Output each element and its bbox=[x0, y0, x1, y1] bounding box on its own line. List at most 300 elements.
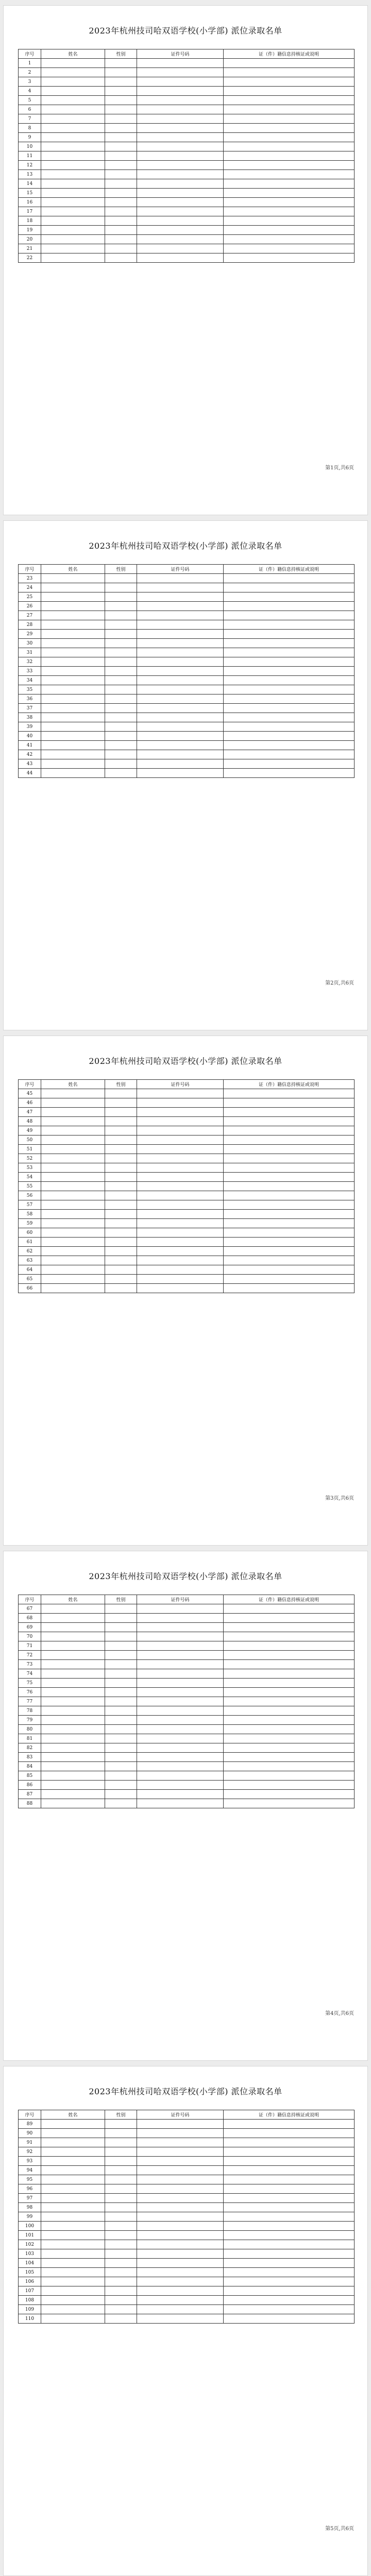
column-header: 序号 bbox=[19, 565, 41, 574]
cell-index: 30 bbox=[19, 639, 41, 648]
cell-id bbox=[137, 2314, 224, 2324]
cell-id bbox=[137, 583, 224, 592]
cell-gender bbox=[105, 1154, 137, 1163]
cell-note bbox=[224, 114, 355, 124]
table-row bbox=[19, 685, 355, 694]
cell-note bbox=[224, 722, 355, 732]
table-header-row bbox=[19, 1080, 355, 1089]
cell-gender bbox=[105, 1762, 137, 1771]
table-row bbox=[19, 1219, 355, 1228]
cell-id bbox=[137, 105, 224, 114]
table-row bbox=[19, 1145, 355, 1154]
cell-id bbox=[137, 77, 224, 87]
cell-gender bbox=[105, 1799, 137, 1808]
table-row bbox=[19, 2231, 355, 2240]
table-row bbox=[19, 1725, 355, 1734]
table-row bbox=[19, 741, 355, 750]
cell-id bbox=[137, 1688, 224, 1697]
table-row bbox=[19, 1228, 355, 1238]
cell-index: 41 bbox=[19, 741, 41, 750]
cell-index: 109 bbox=[19, 2305, 41, 2314]
table-row bbox=[19, 1781, 355, 1790]
cell-id bbox=[137, 1706, 224, 1716]
column-header: 证（件）籍信息持核证或说明 bbox=[224, 2110, 355, 2120]
cell-id bbox=[137, 1275, 224, 1284]
table-row bbox=[19, 1641, 355, 1651]
cell-index: 44 bbox=[19, 769, 41, 778]
cell-index: 24 bbox=[19, 583, 41, 592]
cell-gender bbox=[105, 694, 137, 704]
cell-id bbox=[137, 1200, 224, 1210]
cell-index: 97 bbox=[19, 2194, 41, 2203]
cell-name bbox=[41, 722, 105, 732]
document-page bbox=[3, 2066, 368, 2576]
cell-gender bbox=[105, 1238, 137, 1247]
cell-index: 19 bbox=[19, 226, 41, 235]
page-number: 第3页,共6页 bbox=[325, 1496, 354, 1501]
cell-id bbox=[137, 1669, 224, 1679]
cell-note bbox=[224, 1182, 355, 1191]
cell-id bbox=[137, 2194, 224, 2203]
cell-name bbox=[41, 1182, 105, 1191]
column-header: 姓名 bbox=[41, 565, 105, 574]
cell-note bbox=[224, 2231, 355, 2240]
cell-note bbox=[224, 592, 355, 602]
cell-name bbox=[41, 630, 105, 639]
cell-name bbox=[41, 602, 105, 611]
cell-name bbox=[41, 2268, 105, 2277]
cell-id bbox=[137, 2296, 224, 2305]
cell-id bbox=[137, 1781, 224, 1790]
cell-name bbox=[41, 133, 105, 142]
table-row bbox=[19, 2268, 355, 2277]
cell-id bbox=[137, 2120, 224, 2129]
cell-id bbox=[137, 1604, 224, 1614]
cell-id bbox=[137, 151, 224, 161]
cell-gender bbox=[105, 198, 137, 207]
cell-id bbox=[137, 1679, 224, 1688]
cell-id bbox=[137, 602, 224, 611]
cell-name bbox=[41, 2194, 105, 2203]
table-row bbox=[19, 1247, 355, 1256]
cell-gender bbox=[105, 59, 137, 68]
column-header: 姓名 bbox=[41, 49, 105, 59]
cell-name bbox=[41, 142, 105, 151]
cell-index: 9 bbox=[19, 133, 41, 142]
table-row bbox=[19, 1790, 355, 1799]
cell-gender bbox=[105, 142, 137, 151]
cell-gender bbox=[105, 1163, 137, 1173]
cell-note bbox=[224, 667, 355, 676]
table-row bbox=[19, 2314, 355, 2324]
cell-name bbox=[41, 1734, 105, 1743]
cell-gender bbox=[105, 1200, 137, 1210]
cell-note bbox=[224, 198, 355, 207]
cell-name bbox=[41, 114, 105, 124]
cell-index: 56 bbox=[19, 1191, 41, 1200]
cell-id bbox=[137, 648, 224, 657]
cell-gender bbox=[105, 1725, 137, 1734]
page-number: 第2页,共6页 bbox=[325, 980, 354, 986]
admission-table bbox=[18, 1079, 355, 1293]
cell-note bbox=[224, 1173, 355, 1182]
cell-note bbox=[224, 1623, 355, 1632]
cell-note bbox=[224, 2184, 355, 2194]
table-row bbox=[19, 59, 355, 68]
table-row bbox=[19, 602, 355, 611]
column-header: 证件号码 bbox=[137, 565, 224, 574]
column-header: 证（件）籍信息持核证或说明 bbox=[224, 1595, 355, 1604]
cell-index: 69 bbox=[19, 1623, 41, 1632]
document-page bbox=[3, 1551, 368, 2061]
cell-name bbox=[41, 1660, 105, 1669]
cell-gender bbox=[105, 1632, 137, 1641]
cell-index: 58 bbox=[19, 1210, 41, 1219]
cell-note bbox=[224, 1688, 355, 1697]
cell-id bbox=[137, 1182, 224, 1191]
table-row bbox=[19, 1284, 355, 1293]
cell-note bbox=[224, 1679, 355, 1688]
admission-table bbox=[18, 2110, 355, 2324]
table-row bbox=[19, 1762, 355, 1771]
column-header: 证件号码 bbox=[137, 1080, 224, 1089]
cell-note bbox=[224, 179, 355, 189]
cell-gender bbox=[105, 114, 137, 124]
cell-name bbox=[41, 1275, 105, 1284]
cell-name bbox=[41, 574, 105, 583]
table-row bbox=[19, 657, 355, 667]
cell-id bbox=[137, 1623, 224, 1632]
cell-gender bbox=[105, 170, 137, 179]
cell-name bbox=[41, 583, 105, 592]
table-row bbox=[19, 133, 355, 142]
cell-gender bbox=[105, 2296, 137, 2305]
cell-id bbox=[137, 722, 224, 732]
cell-index: 23 bbox=[19, 574, 41, 583]
cell-gender bbox=[105, 1641, 137, 1651]
cell-index: 42 bbox=[19, 750, 41, 759]
table-row bbox=[19, 1098, 355, 1108]
cell-note bbox=[224, 732, 355, 741]
table-row bbox=[19, 1771, 355, 1781]
cell-note bbox=[224, 1200, 355, 1210]
column-header: 姓名 bbox=[41, 1080, 105, 1089]
cell-note bbox=[224, 769, 355, 778]
cell-index: 34 bbox=[19, 676, 41, 685]
cell-index: 47 bbox=[19, 1108, 41, 1117]
table-row bbox=[19, 639, 355, 648]
table-row bbox=[19, 1753, 355, 1762]
table-row bbox=[19, 630, 355, 639]
table-row bbox=[19, 1265, 355, 1275]
cell-name bbox=[41, 151, 105, 161]
cell-gender bbox=[105, 1743, 137, 1753]
cell-note bbox=[224, 1762, 355, 1771]
cell-note bbox=[224, 1284, 355, 1293]
cell-gender bbox=[105, 648, 137, 657]
cell-index: 81 bbox=[19, 1734, 41, 1743]
column-header: 性别 bbox=[105, 1080, 137, 1089]
cell-note bbox=[224, 1799, 355, 1808]
cell-note bbox=[224, 244, 355, 253]
cell-index: 1 bbox=[19, 59, 41, 68]
page-title: 2023年杭州技司哈双语学校(小学部) 派位录取名单 bbox=[89, 26, 282, 36]
table-row bbox=[19, 2166, 355, 2175]
cell-id bbox=[137, 235, 224, 244]
table-row bbox=[19, 151, 355, 161]
cell-note bbox=[224, 2286, 355, 2296]
cell-index: 88 bbox=[19, 1799, 41, 1808]
table-row bbox=[19, 1163, 355, 1173]
cell-index: 62 bbox=[19, 1247, 41, 1256]
cell-index: 92 bbox=[19, 2147, 41, 2157]
cell-id bbox=[137, 68, 224, 77]
table-row bbox=[19, 592, 355, 602]
cell-name bbox=[41, 1669, 105, 1679]
cell-note bbox=[224, 1669, 355, 1679]
cell-note bbox=[224, 1743, 355, 1753]
cell-index: 59 bbox=[19, 1219, 41, 1228]
table-header-row bbox=[19, 1595, 355, 1604]
page-title: 2023年杭州技司哈双语学校(小学部) 派位录取名单 bbox=[89, 541, 282, 551]
cell-note bbox=[224, 1265, 355, 1275]
table-row bbox=[19, 1210, 355, 1219]
cell-id bbox=[137, 676, 224, 685]
cell-id bbox=[137, 244, 224, 253]
table-row bbox=[19, 198, 355, 207]
cell-name bbox=[41, 96, 105, 105]
cell-id bbox=[137, 694, 224, 704]
cell-name bbox=[41, 620, 105, 630]
cell-name bbox=[41, 68, 105, 77]
cell-gender bbox=[105, 207, 137, 216]
cell-name bbox=[41, 2120, 105, 2129]
cell-name bbox=[41, 592, 105, 602]
cell-note bbox=[224, 226, 355, 235]
cell-id bbox=[137, 2184, 224, 2194]
cell-id bbox=[137, 1089, 224, 1098]
cell-gender bbox=[105, 2203, 137, 2212]
cell-name bbox=[41, 1154, 105, 1163]
cell-name bbox=[41, 639, 105, 648]
cell-gender bbox=[105, 611, 137, 620]
cell-index: 100 bbox=[19, 2222, 41, 2231]
table-row bbox=[19, 2259, 355, 2268]
cell-id bbox=[137, 1219, 224, 1228]
cell-id bbox=[137, 1614, 224, 1623]
cell-gender bbox=[105, 2268, 137, 2277]
column-header: 序号 bbox=[19, 2110, 41, 2120]
cell-gender bbox=[105, 1790, 137, 1799]
cell-note bbox=[224, 216, 355, 226]
cell-note bbox=[224, 77, 355, 87]
cell-name bbox=[41, 2314, 105, 2324]
cell-index: 68 bbox=[19, 1614, 41, 1623]
table-row bbox=[19, 1275, 355, 1284]
cell-name bbox=[41, 676, 105, 685]
table-row bbox=[19, 105, 355, 114]
cell-gender bbox=[105, 1191, 137, 1200]
cell-note bbox=[224, 87, 355, 96]
table-row bbox=[19, 2184, 355, 2194]
cell-index: 3 bbox=[19, 77, 41, 87]
cell-note bbox=[224, 1145, 355, 1154]
cell-name bbox=[41, 2129, 105, 2138]
table-row bbox=[19, 189, 355, 198]
cell-name bbox=[41, 1238, 105, 1247]
table-row bbox=[19, 1799, 355, 1808]
cell-index: 35 bbox=[19, 685, 41, 694]
cell-id bbox=[137, 1145, 224, 1154]
cell-index: 39 bbox=[19, 722, 41, 732]
cell-note bbox=[224, 2240, 355, 2249]
cell-name bbox=[41, 1790, 105, 1799]
table-row bbox=[19, 114, 355, 124]
cell-id bbox=[137, 1173, 224, 1182]
cell-gender bbox=[105, 1716, 137, 1725]
cell-id bbox=[137, 2138, 224, 2147]
admission-table bbox=[18, 49, 355, 263]
cell-id bbox=[137, 59, 224, 68]
cell-gender bbox=[105, 2259, 137, 2268]
table-row bbox=[19, 253, 355, 263]
cell-index: 74 bbox=[19, 1669, 41, 1679]
cell-note bbox=[224, 1641, 355, 1651]
cell-gender bbox=[105, 161, 137, 170]
cell-index: 13 bbox=[19, 170, 41, 179]
cell-index: 48 bbox=[19, 1117, 41, 1126]
cell-gender bbox=[105, 2314, 137, 2324]
cell-id bbox=[137, 2240, 224, 2249]
cell-index: 99 bbox=[19, 2212, 41, 2222]
cell-index: 110 bbox=[19, 2314, 41, 2324]
cell-index: 90 bbox=[19, 2129, 41, 2138]
table-row bbox=[19, 1743, 355, 1753]
cell-gender bbox=[105, 2129, 137, 2138]
table-row bbox=[19, 1669, 355, 1679]
cell-name bbox=[41, 2222, 105, 2231]
page-title: 2023年杭州技司哈双语学校(小学部) 派位录取名单 bbox=[89, 2087, 282, 2096]
cell-id bbox=[137, 189, 224, 198]
cell-index: 38 bbox=[19, 713, 41, 722]
cell-note bbox=[224, 1163, 355, 1173]
cell-note bbox=[224, 105, 355, 114]
cell-note bbox=[224, 2157, 355, 2166]
cell-note bbox=[224, 170, 355, 179]
cell-name bbox=[41, 1799, 105, 1808]
cell-index: 65 bbox=[19, 1275, 41, 1284]
document-page bbox=[3, 520, 368, 1030]
cell-id bbox=[137, 1136, 224, 1145]
cell-name bbox=[41, 769, 105, 778]
cell-index: 108 bbox=[19, 2296, 41, 2305]
table-row bbox=[19, 1716, 355, 1725]
cell-gender bbox=[105, 1781, 137, 1790]
cell-note bbox=[224, 2138, 355, 2147]
cell-note bbox=[224, 2129, 355, 2138]
cell-note bbox=[224, 657, 355, 667]
document-page bbox=[3, 1036, 368, 1546]
cell-note bbox=[224, 1706, 355, 1716]
cell-name bbox=[41, 1200, 105, 1210]
cell-note bbox=[224, 1247, 355, 1256]
cell-id bbox=[137, 759, 224, 769]
cell-id bbox=[137, 2249, 224, 2259]
cell-note bbox=[224, 2147, 355, 2157]
cell-name bbox=[41, 170, 105, 179]
cell-gender bbox=[105, 2249, 137, 2259]
cell-id bbox=[137, 96, 224, 105]
cell-id bbox=[137, 2212, 224, 2222]
table-row bbox=[19, 161, 355, 170]
table-row bbox=[19, 713, 355, 722]
cell-id bbox=[137, 620, 224, 630]
cell-note bbox=[224, 2259, 355, 2268]
cell-index: 94 bbox=[19, 2166, 41, 2175]
cell-gender bbox=[105, 189, 137, 198]
cell-index: 12 bbox=[19, 161, 41, 170]
table-row bbox=[19, 1697, 355, 1706]
cell-id bbox=[137, 1126, 224, 1136]
cell-id bbox=[137, 630, 224, 639]
cell-name bbox=[41, 1163, 105, 1173]
table-row bbox=[19, 648, 355, 657]
table-row bbox=[19, 2212, 355, 2222]
cell-gender bbox=[105, 1228, 137, 1238]
cell-id bbox=[137, 2305, 224, 2314]
cell-index: 49 bbox=[19, 1126, 41, 1136]
table-row bbox=[19, 1117, 355, 1126]
cell-gender bbox=[105, 1734, 137, 1743]
cell-gender bbox=[105, 2157, 137, 2166]
cell-id bbox=[137, 1753, 224, 1762]
cell-name bbox=[41, 713, 105, 722]
cell-gender bbox=[105, 1098, 137, 1108]
cell-index: 63 bbox=[19, 1256, 41, 1265]
cell-index: 18 bbox=[19, 216, 41, 226]
cell-note bbox=[224, 2305, 355, 2314]
table-row bbox=[19, 216, 355, 226]
cell-id bbox=[137, 226, 224, 235]
cell-gender bbox=[105, 1145, 137, 1154]
cell-index: 6 bbox=[19, 105, 41, 114]
cell-index: 80 bbox=[19, 1725, 41, 1734]
cell-note bbox=[224, 2268, 355, 2277]
table-row bbox=[19, 77, 355, 87]
table-row bbox=[19, 226, 355, 235]
cell-id bbox=[137, 2157, 224, 2166]
cell-index: 93 bbox=[19, 2157, 41, 2166]
cell-gender bbox=[105, 1256, 137, 1265]
cell-name bbox=[41, 732, 105, 741]
column-header: 证（件）籍信息持核证或说明 bbox=[224, 565, 355, 574]
cell-id bbox=[137, 1098, 224, 1108]
cell-gender bbox=[105, 1706, 137, 1716]
cell-note bbox=[224, 1771, 355, 1781]
cell-gender bbox=[105, 2286, 137, 2296]
cell-name bbox=[41, 1089, 105, 1098]
cell-note bbox=[224, 1697, 355, 1706]
table-row bbox=[19, 1200, 355, 1210]
cell-index: 57 bbox=[19, 1200, 41, 1210]
cell-name bbox=[41, 124, 105, 133]
table-row bbox=[19, 1154, 355, 1163]
cell-gender bbox=[105, 1117, 137, 1126]
cell-note bbox=[224, 2314, 355, 2324]
cell-id bbox=[137, 2166, 224, 2175]
cell-index: 27 bbox=[19, 611, 41, 620]
table-row bbox=[19, 2129, 355, 2138]
